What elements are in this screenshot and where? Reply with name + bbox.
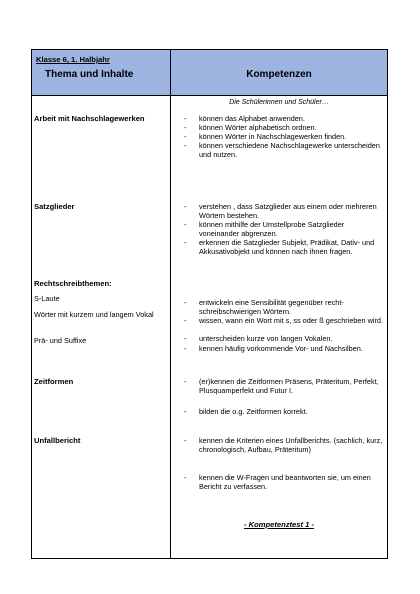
- bullet-dash: -: [184, 141, 187, 150]
- bullet-dash: -: [184, 220, 187, 229]
- competence-item: können Wörter in Nachschlagewerken finden.: [199, 132, 347, 141]
- competence-item: unterscheiden kurze von langen Vokalen.: [199, 334, 333, 343]
- competence-item: erkennen die Satzglieder Subjekt, Prädikat, Dativ- und Akkusativobjekt und können nach ihnen fragen.: [199, 238, 375, 256]
- intro-line: Die Schülerinnen und Schüler…: [229, 99, 329, 106]
- bullet-dash: -: [184, 123, 187, 132]
- bullet-dash: -: [184, 377, 187, 386]
- competence-item: können mithilfe der Umstellprobe Satzglieder voneinander abgrenzen.: [199, 220, 345, 238]
- competence-item: können verschiedene Nachschlagewerke unterscheiden und nutzen.: [199, 141, 380, 159]
- bullet-dash: -: [184, 436, 187, 445]
- subtopic-s-laute: S-Laute: [34, 294, 60, 303]
- bullet-dash: -: [184, 114, 187, 123]
- bullet-dash: -: [184, 238, 187, 247]
- competence-item: entwickeln eine Sensibilität gegenüber recht-schreibschwierigen Wörtern.: [199, 298, 344, 316]
- bullet-dash: -: [184, 344, 187, 353]
- topic-rechtschreibung: Rechtschreibthemen:: [34, 279, 112, 288]
- bullet-dash: -: [184, 132, 187, 141]
- topic-unfallbericht: Unfallbericht: [34, 436, 81, 445]
- competence-item: bilden die o.g. Zeitformen korrekt.: [199, 407, 308, 416]
- bullet-dash: -: [184, 202, 187, 211]
- topic-satzglieder: Satzglieder: [34, 202, 75, 211]
- competence-item: kennen häufig vorkommende Vor- und Nachsilben.: [199, 344, 363, 353]
- bullet-dash: -: [184, 407, 187, 416]
- bullet-dash: -: [184, 316, 187, 325]
- column-header-competences: Kompetenzen: [246, 69, 312, 80]
- grade-subtitle: Klasse 6, 1. Halbjahr: [36, 55, 110, 64]
- column-divider: [170, 49, 171, 559]
- subtopic-prae-suffixe: Prä- und Suffixe: [34, 336, 87, 345]
- column-header-topics: Thema und Inhalte: [45, 69, 134, 80]
- bullet-dash: -: [184, 334, 187, 343]
- bullet-dash: -: [184, 473, 187, 482]
- topic-nachschlagewerke: Arbeit mit Nachschlagewerken: [34, 114, 145, 123]
- competence-item: wissen, wann ein Wort mit s, ss oder ß geschrieben wird.: [199, 316, 383, 325]
- competence-item: kennen die W-Fragen und beantworten sie, um einen Bericht zu verfassen.: [199, 473, 371, 491]
- competence-item: verstehen , dass Satzglieder aus einem oder mehreren Wörtern bestehen.: [199, 202, 377, 220]
- competence-item: können das Alphabet anwenden.: [199, 114, 305, 123]
- competence-item: kennen die Kriterien eines Unfallberichts. (sachlich, kurz, chronologisch, Aufbau, Präteritum): [199, 436, 383, 454]
- subtopic-vokale: Wörter mit kurzem und langem Vokal: [34, 310, 154, 319]
- competence-item: (er)kennen die Zeitformen Präsens, Präteritum, Perfekt, Plusquamperfekt und Futur I.: [199, 377, 379, 395]
- topic-zeitformen: Zeitformen: [34, 377, 74, 386]
- bullet-dash: -: [184, 298, 187, 307]
- competence-test-label: - Kompetenztest 1 -: [243, 520, 315, 529]
- competence-item: können Wörter alphabetisch ordnen.: [199, 123, 317, 132]
